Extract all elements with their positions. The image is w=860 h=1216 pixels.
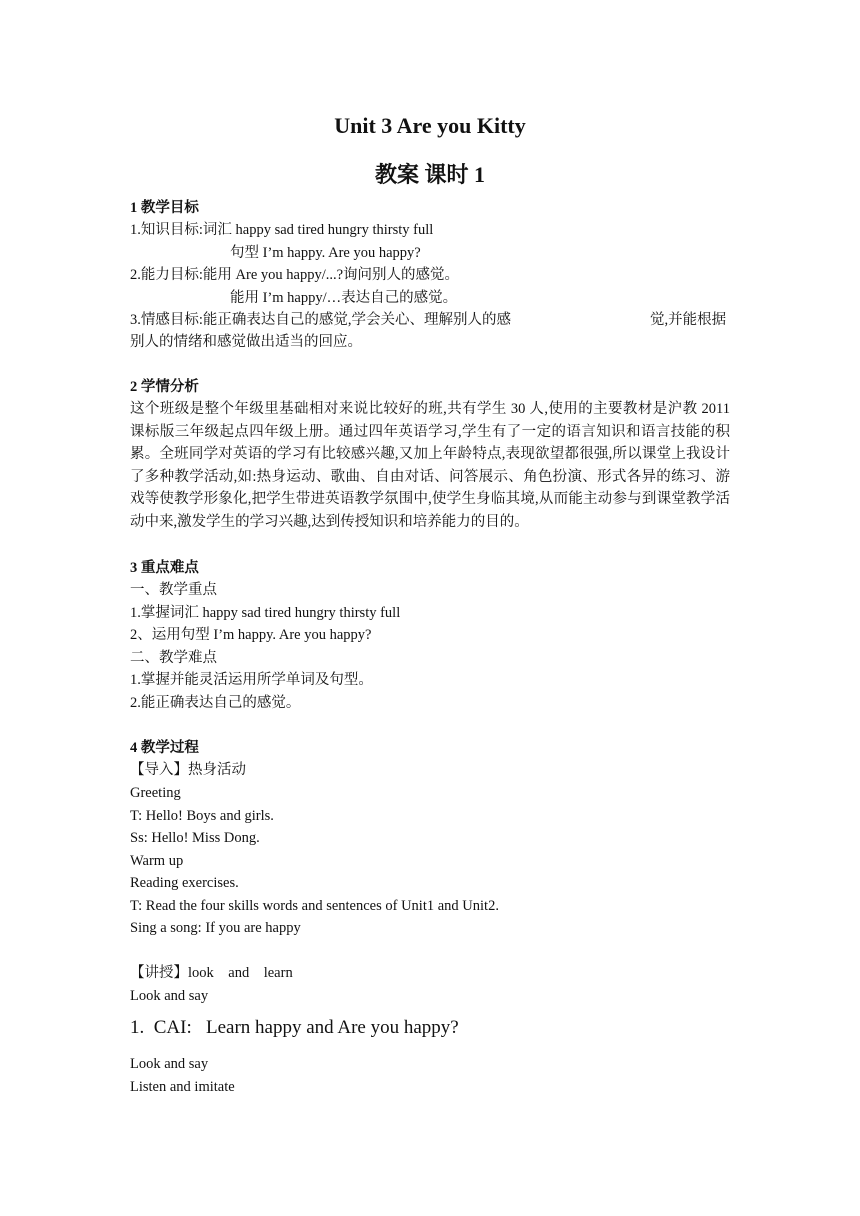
text-line: Listen and imitate — [130, 1079, 235, 1095]
text-line: Look and say — [130, 1056, 209, 1072]
text-line: T: Read the four skills words and sentences of Unit1 and Unit2. — [130, 898, 499, 914]
text-line: Greeting — [130, 785, 181, 801]
text-line: 2、运用句型 I’m happy. Are you happy? — [130, 627, 372, 643]
section-heading: 1 教学目标 — [130, 200, 199, 216]
text-line: Look and say — [130, 988, 209, 1004]
text-line: 一、教学重点 — [130, 582, 217, 598]
section-heading: 3 重点难点 — [130, 560, 199, 576]
text-line: 句型 I’m happy. Are you happy? — [230, 245, 421, 261]
text-line: 1.掌握并能灵活运用所学单词及句型。 — [130, 672, 373, 688]
text-line: T: Hello! Boys and girls. — [130, 808, 274, 824]
text-line: Sing a song: If you are happy — [130, 920, 301, 936]
document-subtitle: 教案 课时 1 — [374, 162, 485, 187]
text-line: 二、教学难点 — [130, 650, 217, 666]
large-text-line: 1. CAI: Learn happy and Are you happy? — [130, 1017, 459, 1038]
text-line: 1.掌握词汇 happy sad tired hungry thirsty full — [130, 605, 401, 621]
text-line: 【讲授】look and learn — [130, 965, 293, 981]
text-line: Ss: Hello! Miss Dong. — [130, 830, 260, 846]
text-line: 能用 I’m happy/…表达自己的感觉。 — [230, 290, 458, 306]
text-line: 【导入】热身活动 — [130, 762, 246, 778]
text-line: 觉,并能根据 — [650, 312, 727, 328]
text-line: 2.能正确表达自己的感觉。 — [130, 695, 301, 711]
text-line: 别人的情绪和感觉做出适当的回应。 — [130, 334, 362, 350]
text-line: Reading exercises. — [130, 875, 239, 891]
paragraph: 这个班级是整个年级里基础相对来说比较好的班,共有学生 30 人,使用的主要教材是沪教 2011 课标版三年级起点四年级上册。通过四年英语学习,学生有了一定的语言知识和语言技能的积累。全班同学对英语的学习有比较感兴趣,又加上年龄特点,表现欲望都很强,所以课堂上我设计了多种教学活动,如:热身运动、歌曲、自由对话、问答展示、角色扮演、形式各异的练习、游戏等使教学形象化,把学生带进英语教学氛围中,使学生身临其境,从而能主动参与到课堂教学活动中来,激发学生的学习兴趣,达到传授知识和培养能力的目的。 — [130, 401, 730, 530]
text-line: 2.能力目标:能用 Are you happy/...?询问别人的感觉。 — [130, 267, 460, 283]
section-heading: 2 学情分析 — [130, 379, 199, 395]
text-line: 1.知识目标:词汇 happy sad tired hungry thirsty full — [130, 222, 434, 238]
section-heading: 4 教学过程 — [130, 740, 199, 756]
text-line: Warm up — [130, 853, 184, 869]
document-title: Unit 3 Are you Kitty — [334, 113, 526, 138]
text-line: 3.情感目标:能正确表达自己的感觉,学会关心、理解别人的感 — [130, 312, 512, 328]
